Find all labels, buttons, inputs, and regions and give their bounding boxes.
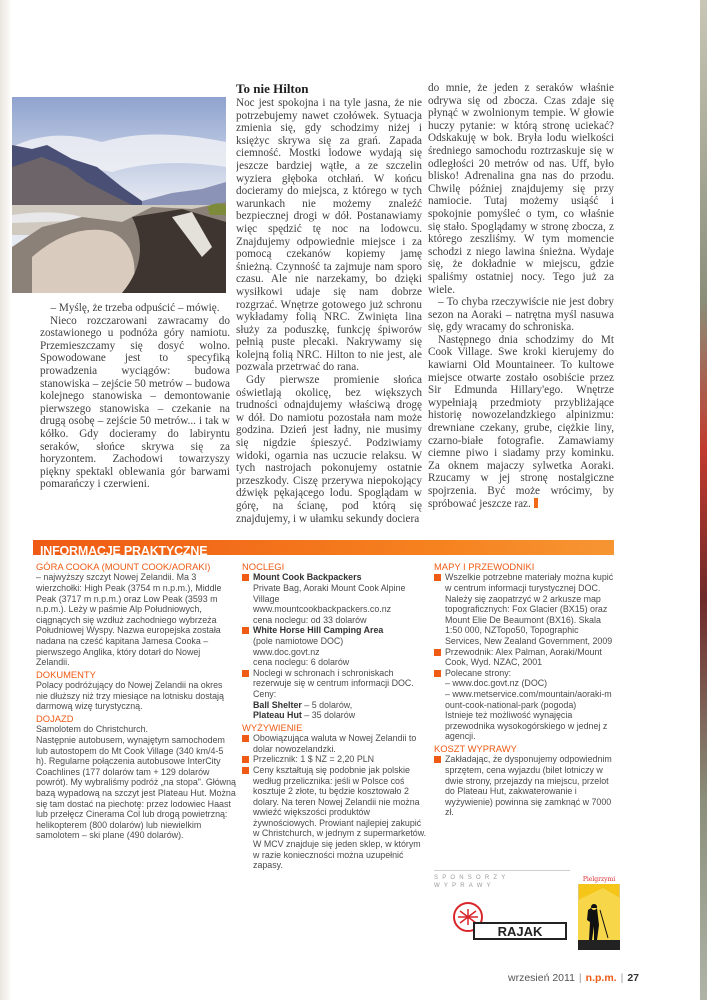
article-column-3 [428, 82, 614, 534]
end-mark-icon [534, 498, 538, 508]
info-heading: DOKUMENTY [36, 668, 96, 680]
article-paragraph: Nieco rozczarowani zawracamy do zostawionego u podnóża góry namiotu. Przemieszczamy się dosyć wolno. Spowodowane jest to specyfiką prowadzenia wyciągów: budowa stanowiska – zejście 50 metrów – budowa kolejnego stanowiska – demontowanie pierwszego stanowiska – czekanie na drugą osobę – zejście 50 metrów... i tak w kółko. Gdy docieramy do labiryntu seraków, słońce skrywa się za horyzontem. Zachodowi towarzyszy piękny spektakl oblewania gór barwami pomarańczy i czerwieni. [40, 314, 230, 491]
info-bullet: Przelicznik: 1 $ NZ = 2,20 PLN [242, 754, 428, 765]
info-text: Samolotem do Christchurch. [36, 724, 148, 735]
info-bullet [434, 668, 614, 742]
shelter-price [253, 710, 428, 721]
shelter-name: Ball Shelter [253, 699, 302, 710]
info-heading: WYŻYWIENIE [242, 721, 303, 733]
rajak-logo-text: RAJAK [497, 924, 543, 939]
page-footer [0, 972, 639, 985]
page-gutter [0, 0, 10, 1000]
book-title: Pielgrzymi [582, 876, 616, 883]
info-bullet: Obowiązująca waluta w Nowej Zelandii to dolar nowozelandzki. [242, 733, 428, 754]
info-column-2 [242, 560, 428, 960]
info-text: Istnieje też możliwość wynajęcia przewodnika wysokogórskiego w jednej z agencji. [445, 710, 608, 742]
sponsors-label: SPONSORZY WYPRAWY [434, 870, 570, 890]
page-edge [700, 0, 707, 1000]
info-box-header [33, 540, 614, 558]
lodging-name: Mount Cook Backpackers [253, 572, 362, 583]
info-bullet: Wszelkie potrzebne materiały można kupić w centrum informacji turystycznej DOC. Należy się zaopatrzyć w 2 arkusze map topograficznych: Fox Glacier (BX15) oraz Mount Elie De Beaumont (BX16). Skala 1:50 000, NZTopo50, Topographic Services, New Zealand Government, 2009 [434, 572, 614, 646]
article-column-1 [40, 302, 230, 534]
article-paragraph: do mnie, że jeden z seraków właśnie odrywa się od zbocza. Czas zdaje się płynąć w zwolnionym tempie. W głowie huczy pytanie: w którą stronę uciekać? Odskakuję w bok. Bryła lodu wielkości średniego samochodu roztrzaskuje się w odległości 20 metrów od nas. Uff, było blisko! Adrenalina gna nas do przodu. Chwilę później znajdujemy się przy namiocie. Tutaj możemy usiąść i spokojnie pomyśleć o tym, co właśnie się stało. Spoglądamy w stronę zbocza, z którego zeszliśmy. W tym momencie schodzi z niego lawina śnieżna. Wydaje się, że dokładnie w miejscu, gdzie spaliśmy ostatniej nocy. Tego już za wiele. [428, 82, 614, 296]
lodging-price: cena noclegu: 6 dolarów [253, 657, 350, 668]
page-number: 27 [627, 972, 639, 984]
lodging-address: Private Bag, Aoraki Mount Cook Alpine Village [253, 583, 406, 604]
info-box-title: INFORMACJE PRAKTYCZNE [40, 544, 208, 558]
info-bullet: Zakładając, że dysponujemy odpowiednim sprzętem, cena wyjazdu (bilet lotniczy w dwie strony, przejazdy na miejscu, przelot do Plateau Hut, zakwaterowanie i wyżywienie) powinna się zamknąć w 7000 zł. [434, 754, 614, 818]
info-text: Polacy podróżujący do Nowej Zelandii na okres nie dłuższy niż trzy miesiące na lotnisku dostają darmową wizę turystyczną. [36, 680, 224, 712]
info-heading: DOJAZD [36, 712, 74, 724]
shelter-price [253, 700, 428, 711]
article-paragraph-text: Następnego dnia schodzimy do Mt Cook Village. Swe kroki kierujemy do kawiarni Old Mountaineer. To kultowe miejsce otwarte zostało osobiście przez Sir Edmunda Hillary'ego. Wnętrze wypełniają przedmioty przybliżające historię nowozelandzkiego alpinizmu: drewniane czekany, grube, ciężkie liny, czarno-białe fotografie. Zamawiamy ciemne piwo i siadamy przy kominku. Za oknem majaczy sylwetka Aoraki. Rzucamy w jej stronę nostalgiczne spojrzenia. Być może wrócimy, by spróbować jeszcze raz. [428, 333, 614, 510]
article-paragraph: – Myślę, że trzeba odpuścić – mówię. [50, 302, 220, 314]
info-bullet [242, 668, 428, 721]
lodging-url[interactable]: www.mountcookbackpackers.co.nz [253, 604, 392, 615]
website-link[interactable]: – www.doc.govt.nz (DOC) [445, 678, 548, 689]
info-text: – najwyższy szczyt Nowej Zelandii. Ma 3 wierzchołki: High Peak (3754 m n.p.m.), Middle Peak (3717 m n.p.m.) oraz Low Peak (3593 m n.p.m.). Leży w paśmie Alp Południowych, ciągnących się wzdłuż zachodniego wybrzeża Południowej Wyspy. Nazwa europejska została nadana na cześć kapitana Jamesa Cooka – pierwszego Anglika, który dotarł do Nowej Zelandii. [36, 572, 222, 668]
info-heading: NOCLEGI [242, 561, 285, 572]
section-heading: To nie Hilton [236, 82, 309, 96]
info-bullet: Ceny kształtują się podobnie jak polskie według przelicznika: jeśli w Polsce coś kosztuje 2 złote, tu będzie kosztowało 2 dolary. Na teren Nowej Zelandii nie można wwieźć większości produktów żywnościowych. Prowiant najlepiej zakupić w Christchurch, w jednym z supermarketów. W MCV znajduje się jeden sklep, w którym w razie konieczności można uzupełnić zapasy. [242, 765, 428, 871]
info-heading: MAPY I PRZEWODNIKI [434, 561, 535, 572]
info-text: Noclegi w schronach i schroniskach rezerwuje się w centrum informacji DOC. Ceny: [253, 667, 414, 699]
article-paragraph: Noc jest spokojna i na tyle jasna, że nie potrzebujemy nawet czołówek. Sytuacja zmienia się, gdy schodzimy niżej i księżyc skrywa się za grań. Zapada ciemność. Mostki lodowe wydają się jeszcze bardziej wątłe, a ze szczelin wyziera głęboka otchłań. W końcu docieramy do miejsca, z którego w tych warunkach nie możemy znaleźć bezpiecznej drogi w dół. Postanawiamy więc spędzić tę noc na lodowcu. Znajdujemy odpowiednie miejsce i za pomocą czekanów kopiemy jamę śnieżną. Czynność ta zajmuje nam sporo czasu. Ale nie narzekamy, bo dzięki wysiłkowi udaje się nam dobrze rozgrzać. Wnętrze gotowego już schronu wykładamy folią NRC. Zwinięta lina służy za poduszkę, funkcję śpiworów pełnią puste plecaki. Nakrywamy się kolejną folią NRC. Hilton to nie jest, ale pozwala przetrwać do rana. [236, 97, 422, 374]
lodging-name: White Horse Hill Camping Area [253, 625, 384, 636]
info-heading: KOSZT WYPRAWY [434, 742, 517, 754]
footer-divider: | [578, 972, 582, 984]
issue-date: wrzesień 2011 [507, 972, 575, 984]
article-paragraph: – To chyba rzeczywiście nie jest dobry sezon na Aoraki – natrętna myśl nasuwa się, gdy wracamy do schroniska. [428, 296, 614, 334]
info-column-1 [36, 560, 236, 960]
info-column-3 [434, 560, 614, 866]
website-link[interactable]: – www.metservice.com/mountain/aoraki-mount-cook-national-park (pogoda) [445, 688, 612, 710]
info-text: Polecane strony: [445, 667, 512, 678]
shelter-cost: – 35 dolarów [301, 710, 356, 721]
mountain-photo [12, 97, 226, 293]
lodging-note: (pole namiotowe DOC) [253, 635, 344, 646]
article-paragraph: Gdy pierwsze promienie słońca oświetlają okolicę, bez większych trudności odnajdujemy właściwą drogę w dół. Do namiotu pozostała nam może godzina. Dzień jest ładny, nie musimy się nigdzie śpieszyć. Podziwiamy widoki, ogarnia nas uczucie relaksu. W tych nastrojach pokonujemy ostatnie przeszkody. Ciszę przerywa niepokojący dźwięk pękającego lodu. Spoglądam w górę, na ścianę, pod którą się znajdujemy, i w ułamku sekundy dociera [236, 374, 422, 525]
lodging-price: cena noclegu: od 33 dolarów [253, 614, 367, 625]
article-paragraph [428, 334, 614, 510]
footer-divider: | [620, 972, 624, 984]
info-text: Następnie autobusem, wynajętym samochodem lub autostopem do Mt Cook Village (340 km/4-5 h). Regularne połączenia autobusowe InterCity Coachlines (177 dolarów tam + 129 dolarów powrót). My wybraliśmy podróż „na stopa". Główną bazą wypadową na szczyt jest Plateau Hut. Można się tam dostać na piechotę: przez lodowiec Haast lub przełęcz Cinerama Col lub drogą powietrzną: helikopterem (800 dolarów) lub niewielkim samolotem – ski plane (490 dolarów). [36, 734, 236, 841]
info-heading: GÓRA COOKA (MOUNT COOK/AORAKI) [36, 561, 211, 572]
article-column-2 [236, 82, 422, 534]
info-bullet [242, 572, 428, 625]
shelter-name: Plateau Hut [253, 710, 302, 721]
magazine-name: n.p.m. [585, 972, 617, 984]
book-cover [578, 870, 620, 950]
lodging-url[interactable]: www.doc.govt.nz [253, 646, 320, 657]
info-bullet: Przewodnik: Alex Palman, Aoraki/Mount Cook, Wyd. NZAC, 2001 [434, 647, 614, 668]
shelter-cost: – 5 dolarów, [301, 699, 353, 710]
info-bullet [242, 625, 428, 667]
rajak-logo [450, 895, 570, 945]
